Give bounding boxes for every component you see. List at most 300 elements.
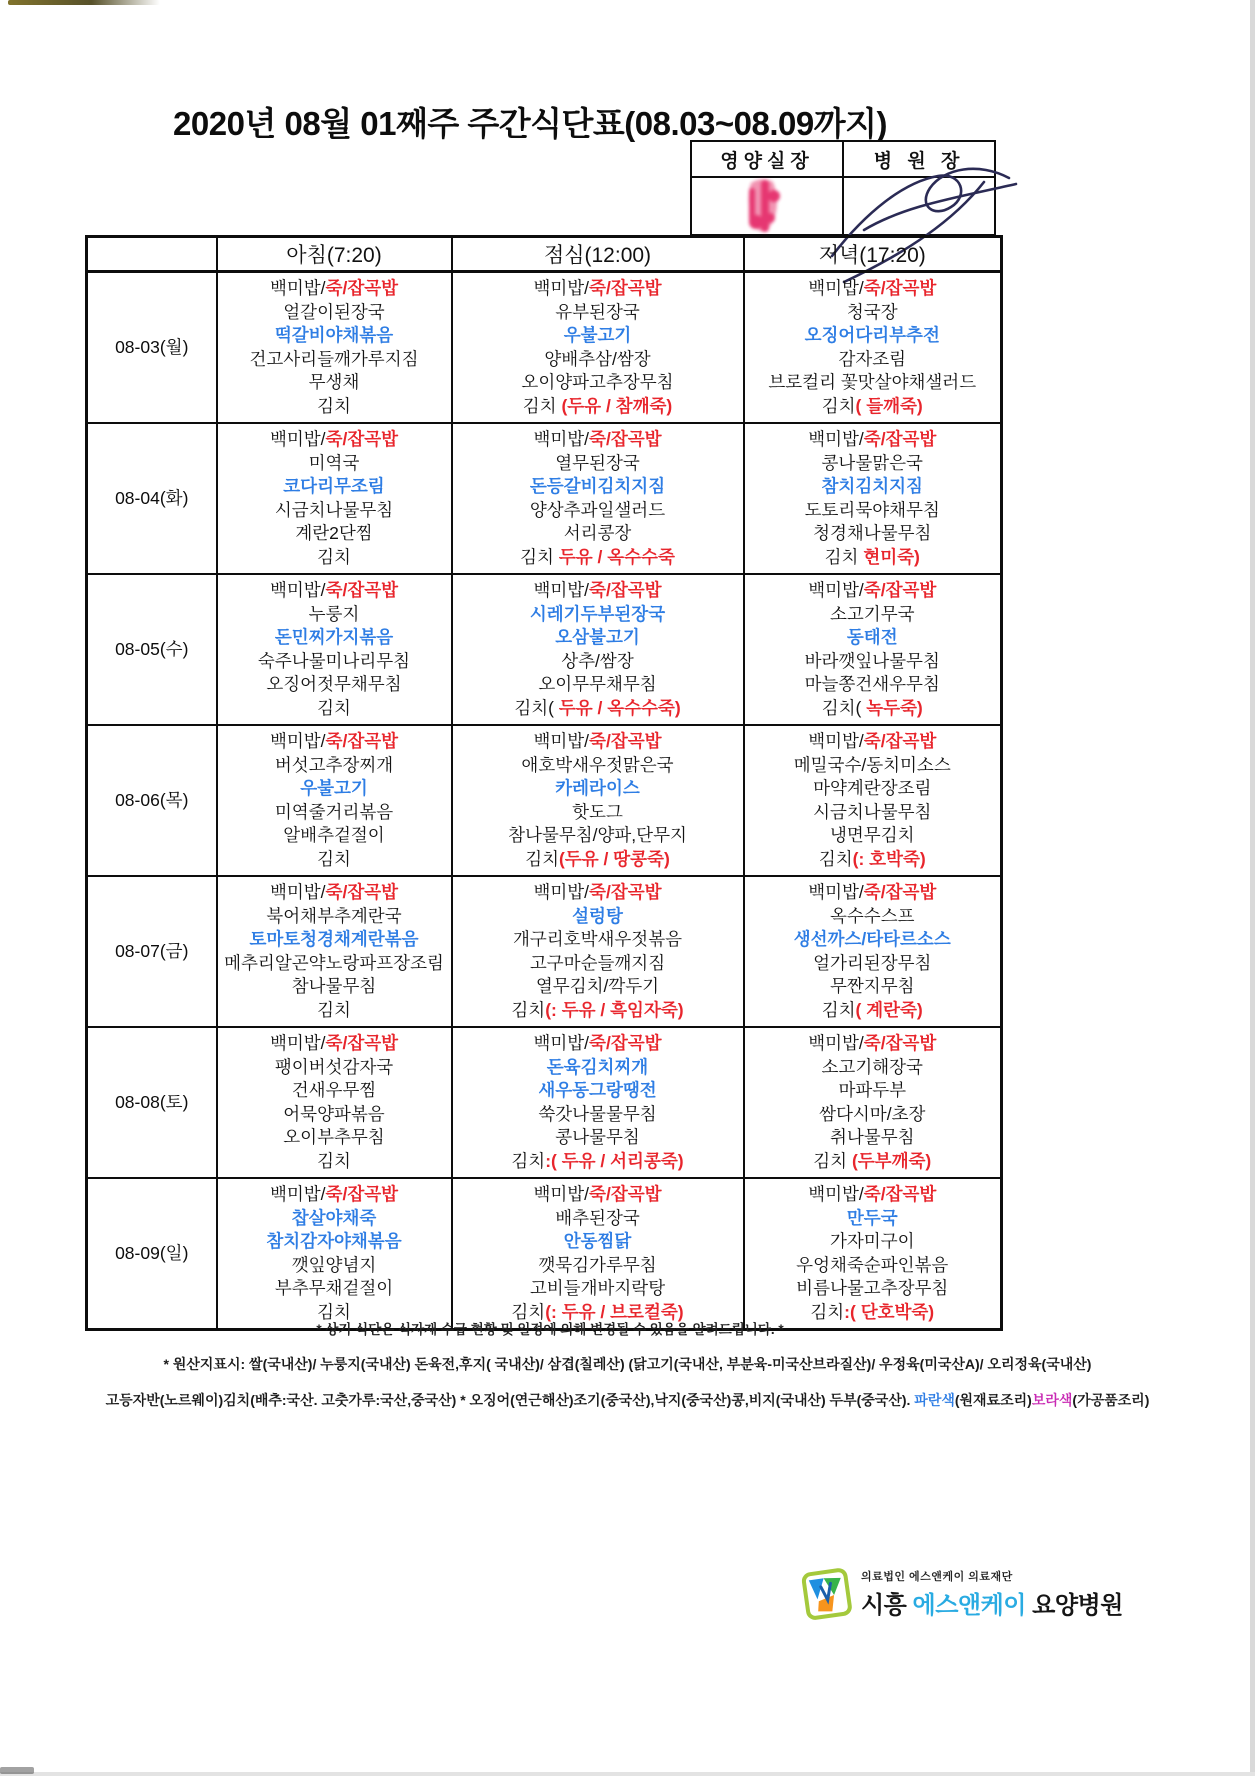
- menu-item: [747, 1079, 999, 1103]
- menu-item: [455, 1103, 741, 1127]
- text-segment: 고구마순들깨지짐: [529, 952, 666, 973]
- breakfast-header: 아침(7:20): [217, 237, 452, 272]
- text-segment: 시흥: [861, 1592, 913, 1619]
- dinner-header: 저녁(17:20): [744, 237, 1002, 272]
- text-segment: 바라깻잎나물무침: [804, 650, 940, 671]
- lunch-menu-cell: [452, 876, 744, 1027]
- menu-item: [747, 777, 999, 801]
- text-segment: 백미밥/: [269, 731, 326, 751]
- menu-item: [220, 754, 449, 778]
- text-segment: 깻묵김가루무침: [538, 1254, 657, 1275]
- day-label: 08-08(토): [87, 1027, 217, 1178]
- text-segment: 열무김치/깍두기: [535, 976, 660, 996]
- menu-item: [747, 650, 999, 674]
- text-segment: 냉면무김치: [829, 825, 915, 845]
- text-segment: 김치: [511, 1150, 546, 1171]
- menu-item: [747, 928, 999, 952]
- menu-item: [747, 975, 999, 999]
- menu-item: [455, 730, 741, 754]
- menu-item: [747, 1230, 999, 1254]
- breakfast-menu-cell: [217, 1178, 452, 1330]
- text-segment: (: 두유 / 흑임자죽): [545, 999, 684, 1020]
- text-segment: 찹살야채죽: [291, 1207, 377, 1228]
- text-segment: 백미밥/: [533, 882, 590, 902]
- text-segment: 오징어젓무채무침: [266, 674, 402, 694]
- menu-item: [220, 1126, 449, 1150]
- lunch-menu-cell: [452, 272, 744, 424]
- menu-item: [747, 324, 999, 348]
- menu-item: [455, 1183, 741, 1207]
- menu-item: [455, 905, 741, 929]
- text-segment: 시금치나물무침: [813, 801, 932, 822]
- menu-item: [455, 777, 741, 801]
- menu-item: [220, 301, 449, 325]
- text-segment: 죽/잡곡밥: [863, 429, 937, 449]
- text-segment: 백미밥/: [533, 1033, 590, 1053]
- menu-item: [455, 626, 741, 650]
- menu-item: [220, 452, 449, 476]
- menu-item: [455, 999, 741, 1023]
- menu-item: [220, 1150, 449, 1174]
- menu-item: [747, 301, 999, 325]
- menu-item: [455, 452, 741, 476]
- text-segment: 죽/잡곡밥: [325, 731, 399, 751]
- lunch-menu-cell: [452, 423, 744, 574]
- lunch-header: 점심(12:00): [452, 237, 744, 272]
- menu-item: [220, 650, 449, 674]
- menu-item: [220, 1103, 449, 1127]
- menu-item: [220, 522, 449, 546]
- text-segment: 돈등갈비김치지짐: [529, 476, 666, 496]
- menu-item: [747, 277, 999, 301]
- menu-item: [455, 824, 741, 848]
- text-segment: 오삼불고기: [555, 627, 640, 647]
- menu-item: [455, 1230, 741, 1254]
- text-segment: 죽/잡곡밥: [325, 278, 399, 298]
- menu-item: [220, 730, 449, 754]
- menu-item: [220, 697, 449, 721]
- text-segment: 두유 / 옥수수죽: [558, 546, 675, 567]
- menu-item: [455, 848, 741, 872]
- lunch-menu-cell: [452, 574, 744, 725]
- text-segment: 우엉채죽순파인볶음: [796, 1254, 949, 1275]
- text-segment: 죽/잡곡밥: [589, 882, 662, 902]
- text-segment: 백미밥/: [269, 1033, 326, 1053]
- text-segment: ( 계란죽): [855, 999, 923, 1020]
- text-segment: 참치감자야채볶음: [266, 1231, 402, 1251]
- menu-item: [220, 603, 449, 627]
- menu-item: [747, 697, 999, 721]
- text-segment: 청국장: [846, 301, 898, 322]
- text-segment: 유부된장국: [555, 301, 640, 322]
- text-segment: 김치: [522, 395, 562, 416]
- menu-table: [85, 235, 1003, 1331]
- blue-legend-word: 파란색: [914, 1392, 955, 1408]
- day-label: 08-09(일): [87, 1178, 217, 1330]
- text-segment: 브로컬리 꽃맛살야채샐러드: [768, 372, 977, 392]
- lunch-menu-cell: [452, 1027, 744, 1178]
- change-notice: * 상기 식단은 식자재 수급 현황 및 일정에 의해 변경될 수 있음을 알려드립니다. *: [316, 1322, 784, 1337]
- text-segment: 김치: [821, 999, 856, 1020]
- purple-legend-word: 보라색: [1031, 1392, 1073, 1408]
- text-segment: 백미밥/: [269, 278, 326, 298]
- text-segment: 김치: [813, 1150, 852, 1171]
- day-label: 08-07(금): [87, 876, 217, 1027]
- text-segment: 개구리호박새우젓볶음: [512, 929, 683, 949]
- text-segment: 죽/잡곡밥: [589, 580, 662, 600]
- text-segment: 깻잎양념지: [291, 1254, 377, 1275]
- menu-item: [220, 881, 449, 905]
- text-segment: 생선까스/타타르소스: [793, 929, 951, 949]
- text-segment: 오이부추무침: [283, 1127, 385, 1147]
- text-segment: 서리콩장: [563, 523, 632, 543]
- text-segment: 무생채: [308, 372, 360, 392]
- text-segment: 팽이버섯감자국: [274, 1056, 394, 1077]
- menu-item: [455, 428, 741, 452]
- text-segment: 죽/잡곡밥: [589, 278, 662, 298]
- logo-hospital-name: [861, 1585, 1123, 1620]
- text-segment: 백미밥/: [533, 731, 590, 751]
- text-segment: 감자조림: [838, 348, 907, 369]
- logo-name-highlight: 에스앤케이: [912, 1592, 1026, 1619]
- text-segment: 카레라이스: [555, 778, 640, 798]
- menu-item: [455, 673, 741, 697]
- header-row: [87, 237, 1002, 272]
- text-segment: 죽/잡곡밥: [325, 1184, 399, 1204]
- text-segment: 건새우무찜: [291, 1080, 377, 1100]
- text-segment: 마늘쫑건새우무침: [804, 674, 940, 694]
- hospital-logo: [800, 1566, 1123, 1624]
- menu-item: [747, 1103, 999, 1127]
- text-segment: 죽/잡곡밥: [589, 731, 662, 751]
- day-label: 08-03(월): [87, 272, 217, 424]
- menu-item: [747, 1032, 999, 1056]
- menu-item: [747, 522, 999, 546]
- menu-item: [455, 579, 741, 603]
- text-segment: (가공품조리): [1072, 1392, 1150, 1408]
- menu-item: [220, 1230, 449, 1254]
- dinner-menu-cell: [744, 574, 1002, 725]
- menu-item: [220, 777, 449, 801]
- menu-item: [220, 395, 449, 419]
- text-segment: 죽/잡곡밥: [589, 1184, 662, 1204]
- text-segment: 김치: [317, 999, 351, 1020]
- menu-item: [455, 650, 741, 674]
- menu-item: [220, 801, 449, 825]
- text-segment: 오징어다리부추전: [804, 325, 940, 345]
- text-segment: 백미밥/: [269, 882, 326, 902]
- menu-item: [747, 1056, 999, 1080]
- text-segment: 얼갈이된장국: [283, 301, 385, 322]
- menu-item: [220, 579, 449, 603]
- text-segment: 참나물무침: [291, 976, 377, 996]
- text-segment: 새우동그랑땡전: [538, 1080, 657, 1100]
- text-segment: (원재료조리): [954, 1392, 1032, 1408]
- text-segment: 열무된장국: [555, 452, 640, 473]
- text-segment: 김치: [824, 546, 864, 567]
- text-segment: 두유 / 옥수수죽): [553, 697, 681, 718]
- menu-item: [220, 324, 449, 348]
- lunch-menu-cell: [452, 1178, 744, 1330]
- text-segment: 죽/잡곡밥: [863, 580, 937, 600]
- text-segment: 죽/잡곡밥: [863, 1033, 937, 1053]
- text-segment: 백미밥/: [808, 278, 864, 298]
- menu-item: [220, 475, 449, 499]
- text-segment: 김치: [317, 1150, 351, 1171]
- menu-item: [747, 475, 999, 499]
- text-segment: (두유 / 참깨죽): [561, 395, 673, 416]
- menu-item: [220, 1183, 449, 1207]
- text-segment: 김치: [317, 848, 351, 869]
- text-segment: 김치: [317, 395, 351, 416]
- approval-header-director: 병 원 장: [843, 141, 995, 177]
- text-segment: 김치: [511, 999, 546, 1020]
- text-segment: 메추리알곤약노랑파프장조림: [224, 952, 444, 973]
- menu-item: [747, 952, 999, 976]
- text-segment: (: 두유 / 브로컬죽): [545, 1301, 684, 1322]
- dinner-menu-cell: [744, 272, 1002, 424]
- day-column-header: [87, 237, 217, 272]
- text-segment: 김치: [511, 1301, 546, 1322]
- menu-item: [747, 1277, 999, 1301]
- dinner-menu-cell: [744, 876, 1002, 1027]
- menu-item: [455, 1056, 741, 1080]
- text-segment: 죽/잡곡밥: [325, 882, 399, 902]
- menu-item: [220, 546, 449, 570]
- table-row: [87, 725, 1002, 876]
- text-segment: 죽/잡곡밥: [863, 731, 937, 751]
- text-segment: 무짠지무침: [829, 976, 915, 996]
- menu-item: [455, 324, 741, 348]
- menu-item: [455, 301, 741, 325]
- table-row: [87, 876, 1002, 1027]
- text-segment: 계란2단찜: [295, 523, 373, 543]
- breakfast-menu-cell: [217, 725, 452, 876]
- menu-item: [220, 928, 449, 952]
- menu-item: [747, 499, 999, 523]
- text-segment: 애호박새우젓맑은국: [521, 754, 674, 775]
- scan-artifact: [8, 0, 160, 5]
- breakfast-menu-cell: [217, 1027, 452, 1178]
- menu-item: [220, 848, 449, 872]
- text-segment: :( 두유 / 서리콩죽): [545, 1150, 684, 1171]
- menu-item: [455, 952, 741, 976]
- text-segment: 백미밥/: [808, 1184, 864, 1204]
- menu-item: [455, 928, 741, 952]
- scan-edge: [1250, 0, 1255, 1776]
- text-segment: 김치: [317, 697, 351, 718]
- text-segment: 북어채부추계란국: [266, 905, 402, 926]
- text-segment: 돈육김치찌개: [546, 1056, 649, 1077]
- text-segment: 백미밥/: [533, 1184, 590, 1204]
- text-segment: 옥수수스프: [829, 905, 915, 926]
- text-segment: 돈민찌가지볶음: [274, 627, 394, 647]
- page-title: 2020년 08월 01째주 주간식단표(08.03~08.09까지): [173, 105, 887, 142]
- menu-item: [220, 952, 449, 976]
- text-segment: 백미밥/: [269, 1184, 326, 1204]
- menu-item: [455, 1126, 741, 1150]
- lunch-menu-cell: [452, 725, 744, 876]
- text-segment: 백미밥/: [533, 580, 590, 600]
- text-segment: 백미밥/: [808, 731, 864, 751]
- text-segment: 시금치나물무침: [274, 499, 394, 520]
- text-segment: 토마토청경채계란볶음: [249, 929, 419, 949]
- menu-item: [455, 371, 741, 395]
- red-stamp-icon: [734, 174, 796, 240]
- approval-header-nutrition: 영양실장: [691, 141, 843, 177]
- scan-edge: [0, 1772, 1255, 1776]
- dinner-menu-cell: [744, 1027, 1002, 1178]
- text-segment: 부추무채겉절이: [274, 1278, 394, 1298]
- text-segment: 오이무무채무침: [538, 674, 657, 694]
- menu-item: [747, 824, 999, 848]
- text-segment: 죽/잡곡밥: [589, 1033, 662, 1053]
- origin-line-2: [0, 1390, 1255, 1410]
- menu-item: [747, 999, 999, 1023]
- menu-item: [220, 1079, 449, 1103]
- text-segment: 알배추겉절이: [283, 825, 385, 845]
- text-segment: 소고기해장국: [821, 1056, 923, 1077]
- text-segment: 동태전: [846, 627, 898, 647]
- dinner-menu-cell: [744, 725, 1002, 876]
- text-segment: 죽/잡곡밥: [863, 1184, 937, 1204]
- menu-item: [747, 730, 999, 754]
- text-segment: (두부깨죽): [851, 1150, 932, 1171]
- menu-item: [220, 1207, 449, 1231]
- text-segment: ( 들깨죽): [855, 395, 923, 416]
- day-label: 08-04(화): [87, 423, 217, 574]
- text-segment: 김치: [317, 546, 351, 567]
- menu-item: [220, 975, 449, 999]
- breakfast-menu-cell: [217, 423, 452, 574]
- text-segment: 누룽지: [308, 603, 360, 624]
- menu-item: [220, 999, 449, 1023]
- text-segment: (두유 / 땅콩죽): [559, 848, 670, 869]
- text-segment: 쌈다시마/초장: [819, 1103, 926, 1124]
- text-segment: 죽/잡곡밥: [325, 429, 399, 449]
- logo-foundation-name: 의료법인 에스앤케이 의료재단: [861, 1571, 1013, 1583]
- menu-item: [455, 1079, 741, 1103]
- text-segment: 양상추과일샐러드: [529, 499, 666, 520]
- text-segment: 가자미구이: [829, 1231, 915, 1251]
- director-signature-cell: [843, 177, 995, 235]
- text-segment: 소고기무국: [829, 603, 915, 624]
- menu-item: [747, 905, 999, 929]
- text-segment: 백미밥/: [269, 429, 326, 449]
- menu-item: [747, 881, 999, 905]
- menu-item: [747, 395, 999, 419]
- menu-item: [747, 452, 999, 476]
- menu-item: [455, 603, 741, 627]
- day-label: 08-06(목): [87, 725, 217, 876]
- menu-item: [220, 277, 449, 301]
- text-segment: 미역줄거리볶음: [274, 801, 394, 822]
- menu-item: [220, 428, 449, 452]
- text-segment: 녹두죽): [861, 697, 923, 718]
- breakfast-menu-cell: [217, 272, 452, 424]
- text-segment: 백미밥/: [808, 429, 864, 449]
- menu-item: [455, 754, 741, 778]
- menu-item: [747, 1254, 999, 1278]
- day-label: 08-05(수): [87, 574, 217, 725]
- text-segment: 백미밥/: [808, 882, 864, 902]
- text-segment: 비름나물고추장무침: [796, 1278, 949, 1298]
- text-segment: 어묵양파볶음: [283, 1103, 385, 1124]
- menu-item: [220, 905, 449, 929]
- menu-item: [220, 1277, 449, 1301]
- menu-item: [747, 603, 999, 627]
- menu-item: [747, 1207, 999, 1231]
- text-segment: 시레기두부된장국: [529, 603, 666, 624]
- text-segment: 백미밥/: [533, 278, 590, 298]
- menu-item: [220, 499, 449, 523]
- text-segment: 안동찜닭: [563, 1231, 632, 1251]
- text-segment: 얼가리된장무침: [813, 952, 932, 973]
- menu-item: [455, 499, 741, 523]
- text-segment: 고등자반(노르웨이)김치(배추:국산. 고춧가루:국산,중국산) * 오징어(연근해산)조기(중국산),낙지(중국산)콩,비지(국내산) 두부(중국산).: [105, 1392, 915, 1408]
- menu-item: [220, 673, 449, 697]
- menu-item: [455, 395, 741, 419]
- menu-item: [220, 824, 449, 848]
- table-row: [87, 272, 1002, 424]
- menu-item: [747, 801, 999, 825]
- text-segment: 백미밥/: [808, 1033, 864, 1053]
- text-segment: 버섯고추장찌개: [274, 754, 394, 775]
- text-segment: 참나물무침/양파,단무지: [508, 825, 687, 845]
- menu-item: [455, 1207, 741, 1231]
- menu-item: [455, 522, 741, 546]
- text-segment: 요양병원: [1025, 1592, 1123, 1619]
- table-row: [87, 1027, 1002, 1178]
- approval-box: [690, 140, 996, 236]
- text-segment: 마파두부: [838, 1080, 907, 1100]
- menu-item: [747, 1126, 999, 1150]
- text-segment: 우불고기: [563, 325, 632, 345]
- hospital-logo-icon: [800, 1566, 854, 1624]
- menu-item: [220, 1254, 449, 1278]
- text-segment: 백미밥/: [269, 580, 326, 600]
- text-segment: 죽/잡곡밥: [863, 278, 937, 298]
- text-segment: 미역국: [308, 452, 360, 473]
- menu-item: [455, 1032, 741, 1056]
- text-segment: 백미밥/: [808, 580, 864, 600]
- menu-item: [747, 1183, 999, 1207]
- menu-item: [747, 579, 999, 603]
- menu-item: [747, 348, 999, 372]
- text-segment: 김치: [520, 546, 559, 567]
- text-segment: (: 호박죽): [852, 848, 926, 869]
- text-segment: 핫도그: [572, 801, 623, 822]
- text-segment: 김치: [317, 1301, 351, 1322]
- menu-item: [747, 626, 999, 650]
- table-row: [87, 1178, 1002, 1330]
- text-segment: 코다리무조림: [283, 476, 385, 496]
- text-segment: 김치(: [821, 697, 862, 718]
- breakfast-menu-cell: [217, 574, 452, 725]
- text-segment: 건고사리들깨가루지짐: [249, 348, 419, 369]
- text-segment: 설렁탕: [572, 905, 623, 926]
- text-segment: 청경채나물무침: [813, 523, 932, 543]
- text-segment: 마약계란장조림: [813, 778, 932, 798]
- menu-item: [747, 1150, 999, 1174]
- menu-item: [220, 626, 449, 650]
- text-segment: 숙주나물미나리무침: [257, 650, 411, 671]
- origin-line-1: * 원산지표시: 쌀(국내산)/ 누룽지(국내산) 돈육전,후지( 국내산)/ 삼겹(칠레산) (닭고기(국내산, 부분육-미국산브라질산)/ 우정육(미국산A)/ 오리정육(국내산): [163, 1356, 1092, 1372]
- text-segment: 고비들개바지락탕: [529, 1278, 666, 1298]
- text-segment: 죽/잡곡밥: [589, 429, 662, 449]
- logo-text: [861, 1566, 1123, 1620]
- menu-item: [455, 1277, 741, 1301]
